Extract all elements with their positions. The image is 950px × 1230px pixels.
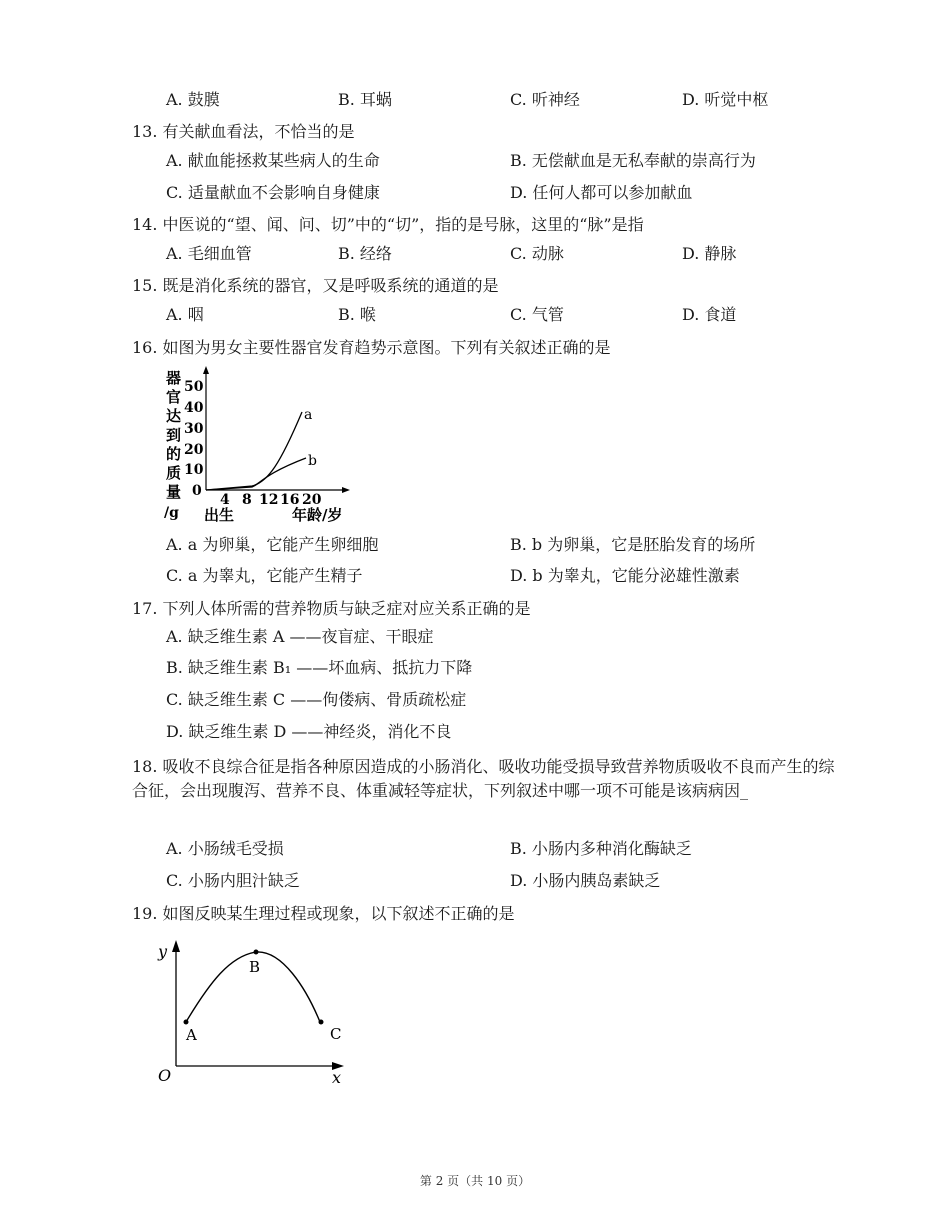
q16-xlabel: 年龄/岁 bbox=[292, 506, 343, 524]
q17-option-b: B. 缺乏维生素 B₁ ——坏血病、抵抗力下降 bbox=[166, 658, 473, 677]
q16-curve-b bbox=[206, 458, 306, 490]
q16-ytick: 0 bbox=[192, 483, 202, 499]
q17-option-c: C. 缺乏维生素 C ——佝偻病、骨质疏松症 bbox=[166, 690, 467, 709]
q12-option-a: A. 鼓膜 bbox=[166, 90, 220, 109]
q16-ytick: 50 bbox=[184, 379, 204, 395]
q14-stem: 14. 中医说的“望、闻、问、切”中的“切”，指的是号脉，这里的“脉”是指 bbox=[132, 215, 644, 234]
q16-xtick: 4 bbox=[220, 492, 230, 508]
q12-option-b: B. 耳蜗 bbox=[338, 90, 392, 109]
q13-option-c: C. 适量献血不会影响自身健康 bbox=[166, 183, 380, 202]
q16-x-start-label: 出生 bbox=[204, 506, 235, 524]
q16-ytick: 40 bbox=[184, 400, 204, 416]
q13-stem: 13. 有关献血看法，不恰当的是 bbox=[132, 122, 355, 141]
q18-option-a: A. 小肠绒毛受损 bbox=[166, 839, 284, 858]
q18-option-b: B. 小肠内多种消化酶缺乏 bbox=[510, 839, 692, 858]
q16-ytick: 30 bbox=[184, 421, 204, 437]
q15-option-a: A. 咽 bbox=[166, 305, 204, 324]
q15-option-c: C. 气管 bbox=[510, 305, 564, 324]
q12-option-c: C. 听神经 bbox=[510, 90, 580, 109]
q15-option-d: D. 食道 bbox=[682, 305, 737, 324]
q16-ylabel-char: 到 bbox=[166, 426, 182, 444]
q14-option-c: C. 动脉 bbox=[510, 244, 564, 263]
q17-stem: 17. 下列人体所需的营养物质与缺乏症对应关系正确的是 bbox=[132, 599, 531, 618]
q13-option-a: A. 献血能拯救某些病人的生命 bbox=[166, 151, 380, 170]
q16-xtick: 8 bbox=[242, 492, 252, 508]
q12-option-d: D. 听觉中枢 bbox=[682, 90, 769, 109]
page-footer: 第 2 页（共 10 页） bbox=[419, 1174, 531, 1188]
q17-option-d: D. 缺乏维生素 D ——神经炎，消化不良 bbox=[166, 722, 452, 741]
q13-option-b: B. 无偿献血是无私奉献的崇高行为 bbox=[510, 151, 756, 170]
q16-growth-chart bbox=[160, 364, 360, 524]
q16-ylabel-char: 官 bbox=[166, 388, 182, 406]
q17-option-a: A. 缺乏维生素 A ——夜盲症、干眼症 bbox=[166, 627, 434, 646]
q15-option-b: B. 喉 bbox=[338, 305, 376, 324]
q15-stem: 15. 既是消化系统的器官，又是呼吸系统的通道的是 bbox=[132, 276, 499, 295]
q16-option-c: C. a 为睾丸，它能产生精子 bbox=[166, 566, 363, 585]
q18-option-c: C. 小肠内胆汁缺乏 bbox=[166, 871, 300, 890]
q14-option-a: A. 毛细血管 bbox=[166, 244, 252, 263]
q19-y-axis-label: y bbox=[158, 942, 168, 961]
q19-x-axis-label: x bbox=[332, 1068, 342, 1087]
q14-option-d: D. 静脉 bbox=[682, 244, 737, 263]
q16-y-axis-arrow bbox=[203, 366, 209, 374]
q16-ylabel-char: 器 bbox=[166, 369, 182, 387]
q16-ylabel-char: 达 bbox=[166, 407, 182, 425]
q16-option-b: B. b 为卵巢，它是胚胎发育的场所 bbox=[510, 535, 756, 554]
q16-xtick: 16 bbox=[280, 492, 300, 508]
q16-ylabel-char: 量 bbox=[166, 483, 182, 501]
q16-series-label-b: b bbox=[308, 453, 317, 469]
q16-ylabel-char: /g bbox=[164, 505, 179, 521]
q16-xtick: 20 bbox=[302, 492, 322, 508]
q16-ylabel-char: 的 bbox=[166, 445, 182, 463]
q19-point-c-marker bbox=[319, 1020, 324, 1025]
q16-stem: 16. 如图为男女主要性器官发育趋势示意图。下列有关叙述正确的是 bbox=[132, 338, 611, 357]
q16-ylabel-char: 质 bbox=[166, 464, 182, 482]
q19-point-b-marker bbox=[254, 950, 259, 955]
q16-option-a: A. a 为卵巢，它能产生卵细胞 bbox=[166, 535, 379, 554]
q18-stem: 18. 吸收不良综合征是指各种原因造成的小肠消化、吸收功能受损导致营养物质吸收不良而产生的综合征，会出现腹泻、营养不良、体重减轻等症状，下列叙述中哪一项不可能是该病病因_ bbox=[132, 757, 835, 800]
q19-point-b-label: B bbox=[249, 958, 261, 976]
q19-point-a-label: A bbox=[186, 1026, 197, 1044]
q16-option-d: D. b 为睾丸，它能分泌雄性激素 bbox=[510, 566, 740, 585]
q19-stem: 19. 如图反映某生理过程或现象，以下叙述不正确的是 bbox=[132, 904, 515, 923]
q19-y-axis-arrow bbox=[172, 940, 180, 952]
q13-option-d: D. 任何人都可以参加献血 bbox=[510, 183, 693, 202]
q16-series-label-a: a bbox=[304, 407, 313, 423]
q19-point-c-label: C bbox=[330, 1025, 342, 1043]
q18-option-d: D. 小肠内胰岛素缺乏 bbox=[510, 871, 661, 890]
q19-origin-label: O bbox=[158, 1066, 172, 1085]
q16-curve-a bbox=[206, 412, 302, 490]
q16-xtick: 12 bbox=[259, 492, 279, 508]
q16-ytick: 20 bbox=[184, 442, 204, 458]
q19-curve-figure bbox=[150, 932, 360, 1092]
q16-ytick: 10 bbox=[184, 462, 204, 478]
q14-option-b: B. 经络 bbox=[338, 244, 392, 263]
q19-point-a-marker bbox=[184, 1020, 189, 1025]
q16-x-axis-arrow bbox=[342, 487, 350, 493]
